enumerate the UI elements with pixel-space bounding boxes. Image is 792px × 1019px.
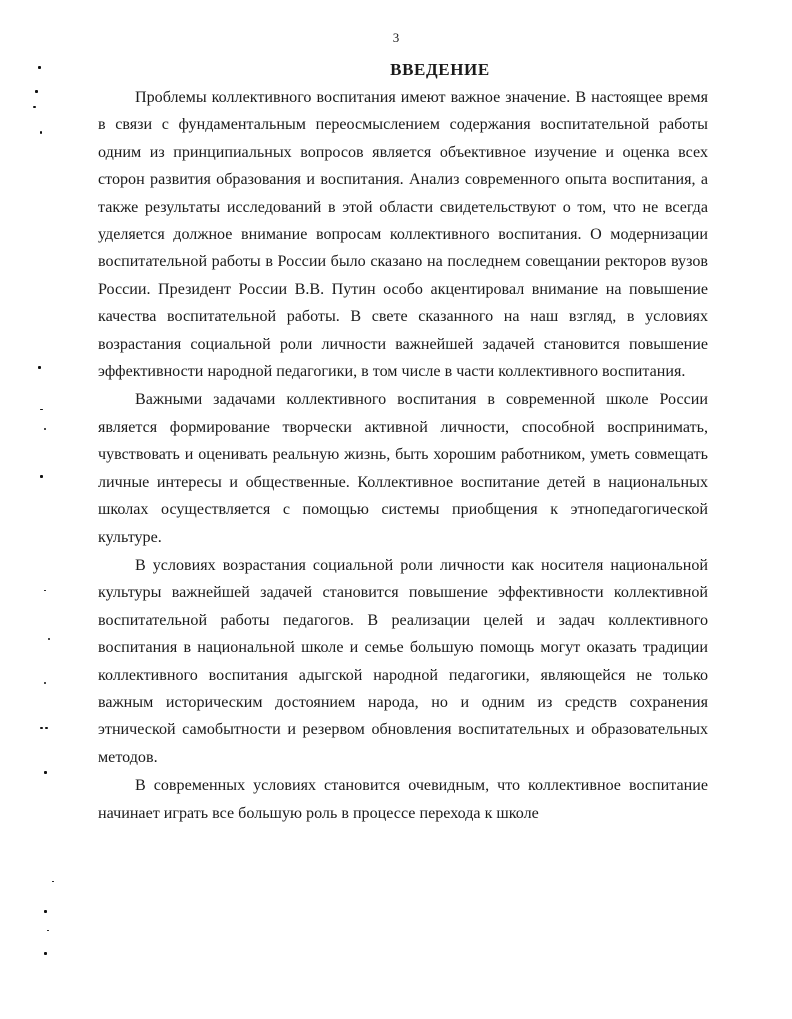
scan-artifact <box>44 682 46 684</box>
scan-artifact <box>40 131 42 134</box>
scan-artifact <box>45 727 48 729</box>
scan-artifact <box>47 930 49 931</box>
page-number: 3 <box>392 30 400 45</box>
scan-artifact <box>44 428 46 430</box>
scan-artifact <box>44 910 47 913</box>
scan-artifact <box>48 638 50 640</box>
scan-artifact <box>33 106 36 108</box>
scan-artifact <box>44 590 46 591</box>
body-text <box>98 84 708 827</box>
page-title: ВВЕДЕНИЕ <box>390 60 490 79</box>
scan-artifact <box>38 66 41 69</box>
scan-artifact <box>40 475 43 478</box>
scan-artifact <box>40 727 43 729</box>
scan-artifact <box>44 952 47 955</box>
paragraph: Важными задачами коллективного воспитания в современной школе России является формирование творчески активной личности, способной воспринимать, чувствовать и оценивать реальную жизнь, быть хорошим работником, уметь совмещать личные интересы и общественные. Коллективное воспитание детей в национальных школах осуществляется с помощью системы приобщения к этнопедагогической культуре. <box>98 391 708 546</box>
paragraph: Проблемы коллективного воспитания имеют важное значение. В настоящее время в связи с фундаментальным переосмыслением содержания воспитательной работы одним из принципиальных вопросов является объективное изучение и оценка всех сторон развития образования и воспитания. Анализ современного опыта воспитания, а также результаты исследований в этой области свидетельствуют о том, что не всегда уделяется должное внимание вопросам коллективного воспитания. О модернизации воспитательной работы в России было сказано на последнем совещании ректоров вузов России. Президент России В.В. Путин особо акцентировал внимание на повышение качества воспитательной работы. В свете сказанного на наш взгляд, в условиях возрастания социальной роли личности важнейшей задачей становится повышение эффективности народной педагогики, в том числе в части коллективного воспитания. <box>98 89 708 381</box>
scan-artifact <box>52 881 54 882</box>
scan-artifact <box>38 366 41 369</box>
scan-artifact <box>35 90 38 93</box>
paragraph: В современных условиях становится очевидным, что коллективное воспитание начинает играть все большую роль в процессе перехода к школе <box>98 777 708 822</box>
scan-artifact <box>44 771 47 774</box>
scan-artifact <box>40 409 43 410</box>
paragraph: В условиях возрастания социальной роли личности как носителя национальной культуры важнейшей задачей становится повышение эффективности коллективной воспитательной работы педагогов. В реализации целей и задач коллективного воспитания в национальной школе и семье большую помощь могут оказать традиции коллективного воспитания адыгской народной педагогики, являющейся не только важным историческим достоянием народа, но и одним из средств сохранения этнической самобытности и резервом обновления воспитательных и образовательных методов. <box>98 556 708 766</box>
